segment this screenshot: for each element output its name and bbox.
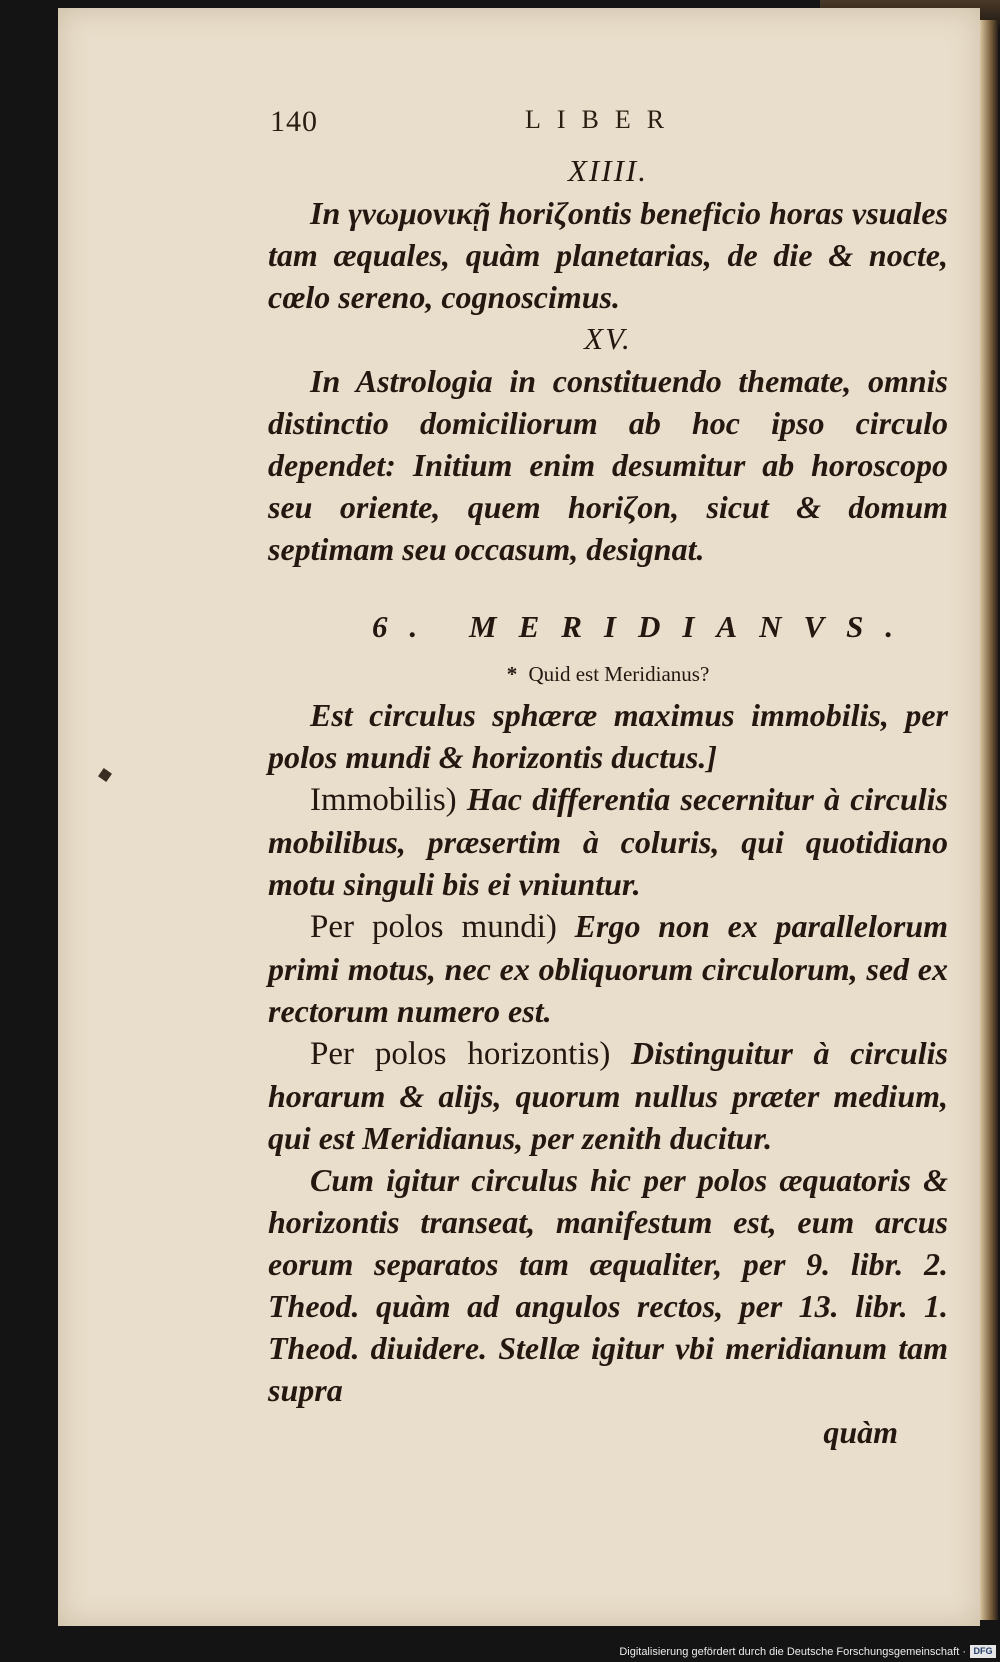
page-number: 140	[270, 105, 318, 138]
paragraph-xv: In Astrologia in constituendo themate, omnis distinctio domiciliorum ab hoc ipso circulo dependet: Initium enim desumitur ab horoscopo seu oriente, quem horiζon, sicut & domum septimam seu occasum, designat.	[268, 363, 948, 567]
comment-polos-horizontis: Distinguitur à circulis horarum & alijs, quorum nullus præter medium, qui est Meridianus, per zenith ducitur.	[268, 1035, 949, 1156]
asterisk-marker: *	[506, 662, 518, 686]
commentary-polos-mundi	[268, 905, 948, 1032]
lemma-immobilis: Immobilis)	[310, 782, 457, 818]
paragraph-xiiii: In γνωμονικῇ horiζontis beneficio horas vsuales tam æquales, quàm planetarias, de die & nocte, cœlo sereno, cognoscimus.	[268, 195, 948, 315]
heading-xv: XV.	[584, 321, 632, 356]
page-body	[268, 150, 948, 1453]
question-line	[268, 654, 948, 694]
final-paragraph: Cum igitur circulus hic per polos æquatoris & horizontis transeat, manifestum est, eum arcus eorum separatos tam æqualiter, per 9. libr. 2. Theod. quàm ad angulos rectos, per 13. libr. 1. Theod. diuidere. Stellæ igitur vbi meridianum tam supra	[268, 1162, 948, 1408]
digitization-credit: Digitalisierung gefördert durch die Deutsche Forschungsgemeinschaft ·	[619, 1646, 966, 1658]
comment-immobilis: Hac differentia secernitur à circulis mobilibus, præsertim à coluris, qui quotidiano motu singuli bis ei vniuntur.	[268, 781, 949, 902]
catchword: quàm	[823, 1414, 898, 1450]
lemma-polos-horizontis: Per polos horizontis)	[310, 1036, 611, 1072]
definition-paragraph: Est circulus sphæræ maximus immobilis, per polos mundi & horizontis ductus.]	[268, 697, 948, 775]
comment-polos-mundi: Ergo non ex parallelorum primi motus, nec ex obliquorum circulorum, sed ex rectorum numero est.	[268, 908, 949, 1029]
commentary-immobilis	[268, 778, 948, 905]
question-text: Quid est Meridianus?	[528, 662, 710, 686]
lemma-polos-mundi: Per polos mundi)	[310, 909, 557, 945]
heading-xiiii: XIIII.	[568, 153, 648, 188]
section-title-meridianus: 6. MERIDIANVS.	[372, 609, 916, 644]
dfg-logo: DFG	[970, 1645, 996, 1658]
running-title: LIBER	[525, 105, 681, 134]
commentary-polos-horizontis	[268, 1032, 948, 1159]
book-edge-right	[980, 20, 998, 1620]
page-header	[270, 105, 940, 145]
